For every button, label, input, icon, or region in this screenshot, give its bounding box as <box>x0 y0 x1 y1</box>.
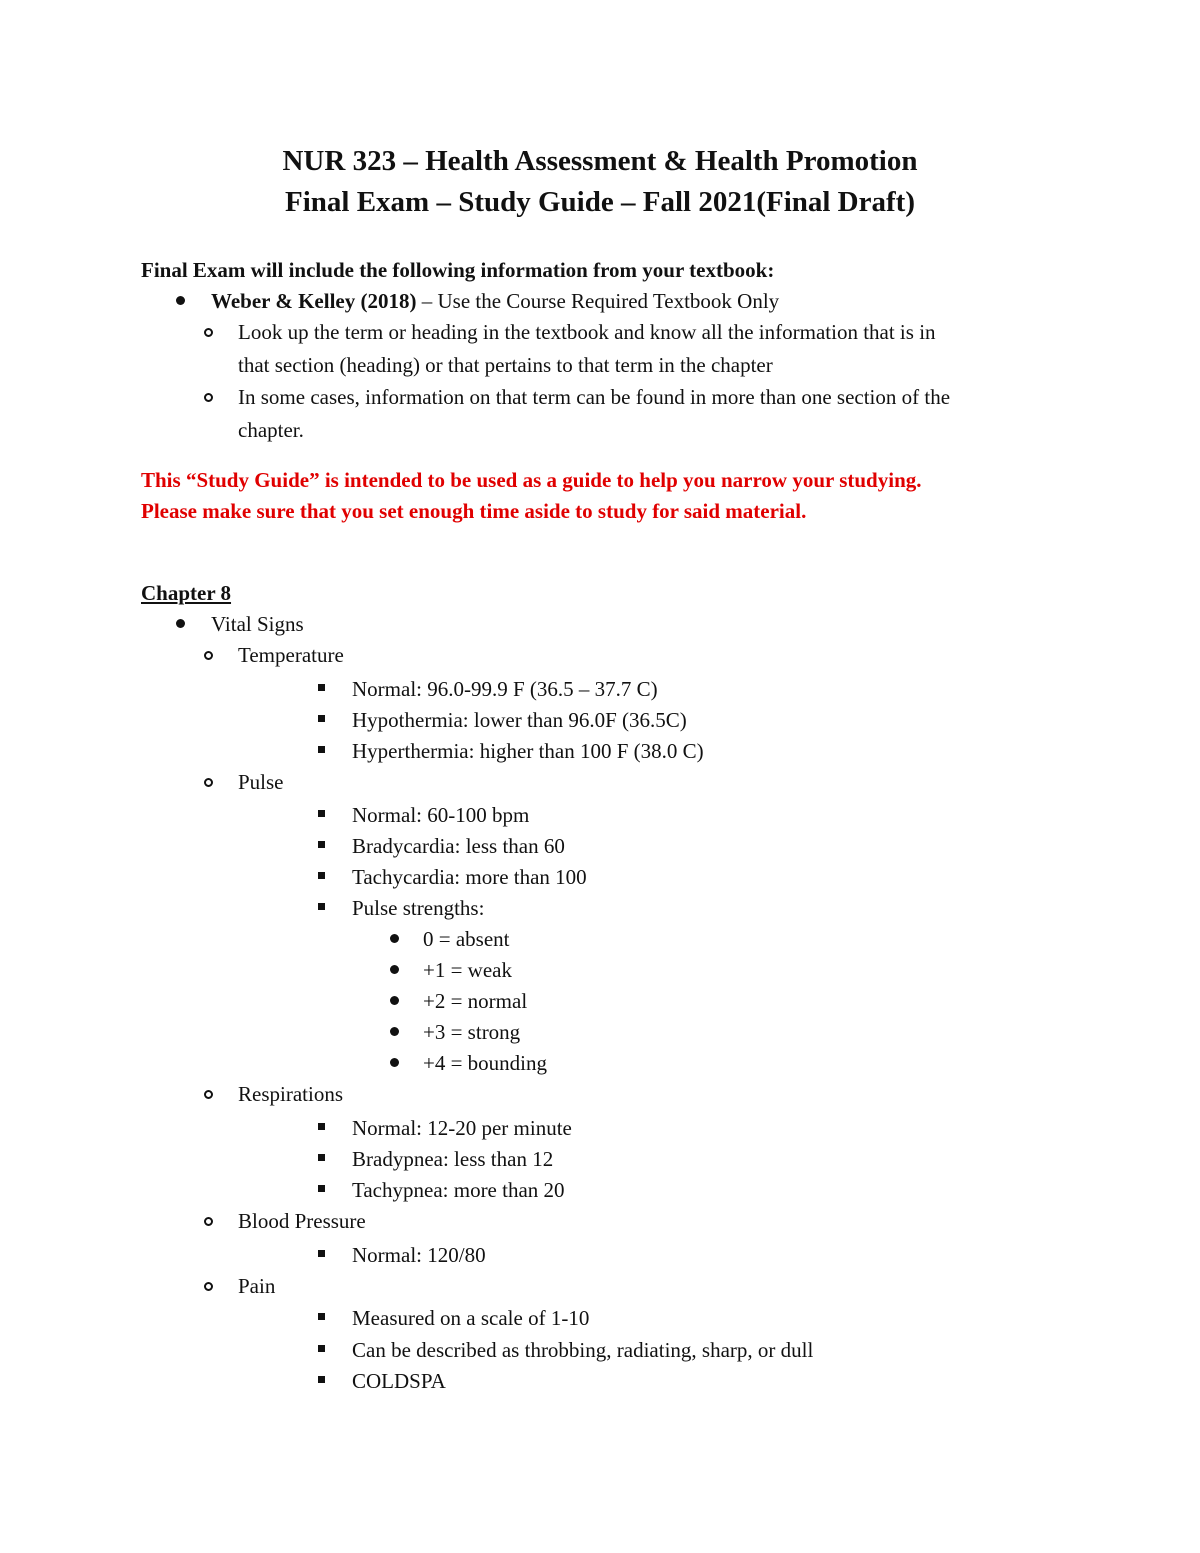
list-item: Can be described as throbbing, radiating, sharp, or dull <box>352 1338 814 1362</box>
source-note: – Use the Course Required Textbook Only <box>416 289 780 313</box>
list-item: +3 = strong <box>423 1020 521 1044</box>
intro-sub1-line1: Look up the term or heading in the textbook and know all the information that is in <box>238 320 936 344</box>
pain-label: Pain <box>238 1274 276 1298</box>
square-bullet-icon <box>318 1376 325 1383</box>
circle-bullet-icon <box>204 328 213 337</box>
square-bullet-icon <box>318 1154 325 1161</box>
list-item: Measured on a scale of 1-10 <box>352 1306 590 1330</box>
square-bullet-icon <box>318 1250 325 1257</box>
square-bullet-icon <box>318 1123 325 1130</box>
square-bullet-icon <box>318 1345 325 1352</box>
intro-heading: Final Exam will include the following information from your textbook: <box>141 258 775 282</box>
list-item: Normal: 12-20 per minute <box>352 1116 572 1140</box>
list-item: Normal: 60-100 bpm <box>352 803 530 827</box>
list-item: COLDSPA <box>352 1369 446 1393</box>
list-item: +1 = weak <box>423 958 512 982</box>
square-bullet-icon <box>318 841 325 848</box>
circle-bullet-icon <box>204 1090 213 1099</box>
disc-bullet-icon <box>176 619 185 628</box>
chapter-heading: Chapter 8 <box>141 581 232 605</box>
intro-sub2-line2: chapter. <box>238 418 304 442</box>
list-item: Tachypnea: more than 20 <box>352 1178 565 1202</box>
disc-bullet-icon <box>390 996 399 1005</box>
document-title-line-2: Final Exam – Study Guide – Fall 2021(Final Draft) <box>285 186 915 218</box>
temperature-label: Temperature <box>238 643 344 667</box>
list-item: Hypothermia: lower than 96.0F (36.5C) <box>352 708 687 732</box>
notice-line-1: This “Study Guide” is intended to be used as a guide to help you narrow your studying. <box>141 468 922 492</box>
square-bullet-icon <box>318 746 325 753</box>
respirations-label: Respirations <box>238 1082 343 1106</box>
source-line <box>211 287 779 315</box>
list-item: Bradypnea: less than 12 <box>352 1147 554 1171</box>
disc-bullet-icon <box>176 296 185 305</box>
disc-bullet-icon <box>390 1027 399 1036</box>
square-bullet-icon <box>318 810 325 817</box>
list-item: Bradycardia: less than 60 <box>352 834 565 858</box>
circle-bullet-icon <box>204 1282 213 1291</box>
list-item: +4 = bounding <box>423 1051 548 1075</box>
blood-pressure-label: Blood Pressure <box>238 1209 366 1233</box>
disc-bullet-icon <box>390 934 399 943</box>
list-item: 0 = absent <box>423 927 510 951</box>
square-bullet-icon <box>318 1313 325 1320</box>
list-item: Pulse strengths: <box>352 896 485 920</box>
document-title-line-1: NUR 323 – Health Assessment & Health Promotion <box>282 145 918 177</box>
square-bullet-icon <box>318 1185 325 1192</box>
circle-bullet-icon <box>204 778 213 787</box>
disc-bullet-icon <box>390 965 399 974</box>
list-item: Normal: 96.0-99.9 F (36.5 – 37.7 C) <box>352 677 658 701</box>
notice-line-2: Please make sure that you set enough time aside to study for said material. <box>141 499 807 523</box>
intro-sub2-line1: In some cases, information on that term can be found in more than one section of the <box>238 385 951 409</box>
circle-bullet-icon <box>204 393 213 402</box>
list-item: Tachycardia: more than 100 <box>352 865 587 889</box>
square-bullet-icon <box>318 684 325 691</box>
list-item: Hyperthermia: higher than 100 F (38.0 C) <box>352 739 704 763</box>
source-author: Weber & Kelley (2018) <box>211 289 417 313</box>
pulse-label: Pulse <box>238 770 284 794</box>
disc-bullet-icon <box>390 1058 399 1067</box>
topic-vital-signs: Vital Signs <box>211 612 304 636</box>
list-item: +2 = normal <box>423 989 528 1013</box>
square-bullet-icon <box>318 872 325 879</box>
intro-sub1-line2: that section (heading) or that pertains to that term in the chapter <box>238 353 773 377</box>
list-item: Normal: 120/80 <box>352 1243 486 1267</box>
square-bullet-icon <box>318 903 325 910</box>
circle-bullet-icon <box>204 651 213 660</box>
square-bullet-icon <box>318 715 325 722</box>
circle-bullet-icon <box>204 1217 213 1226</box>
